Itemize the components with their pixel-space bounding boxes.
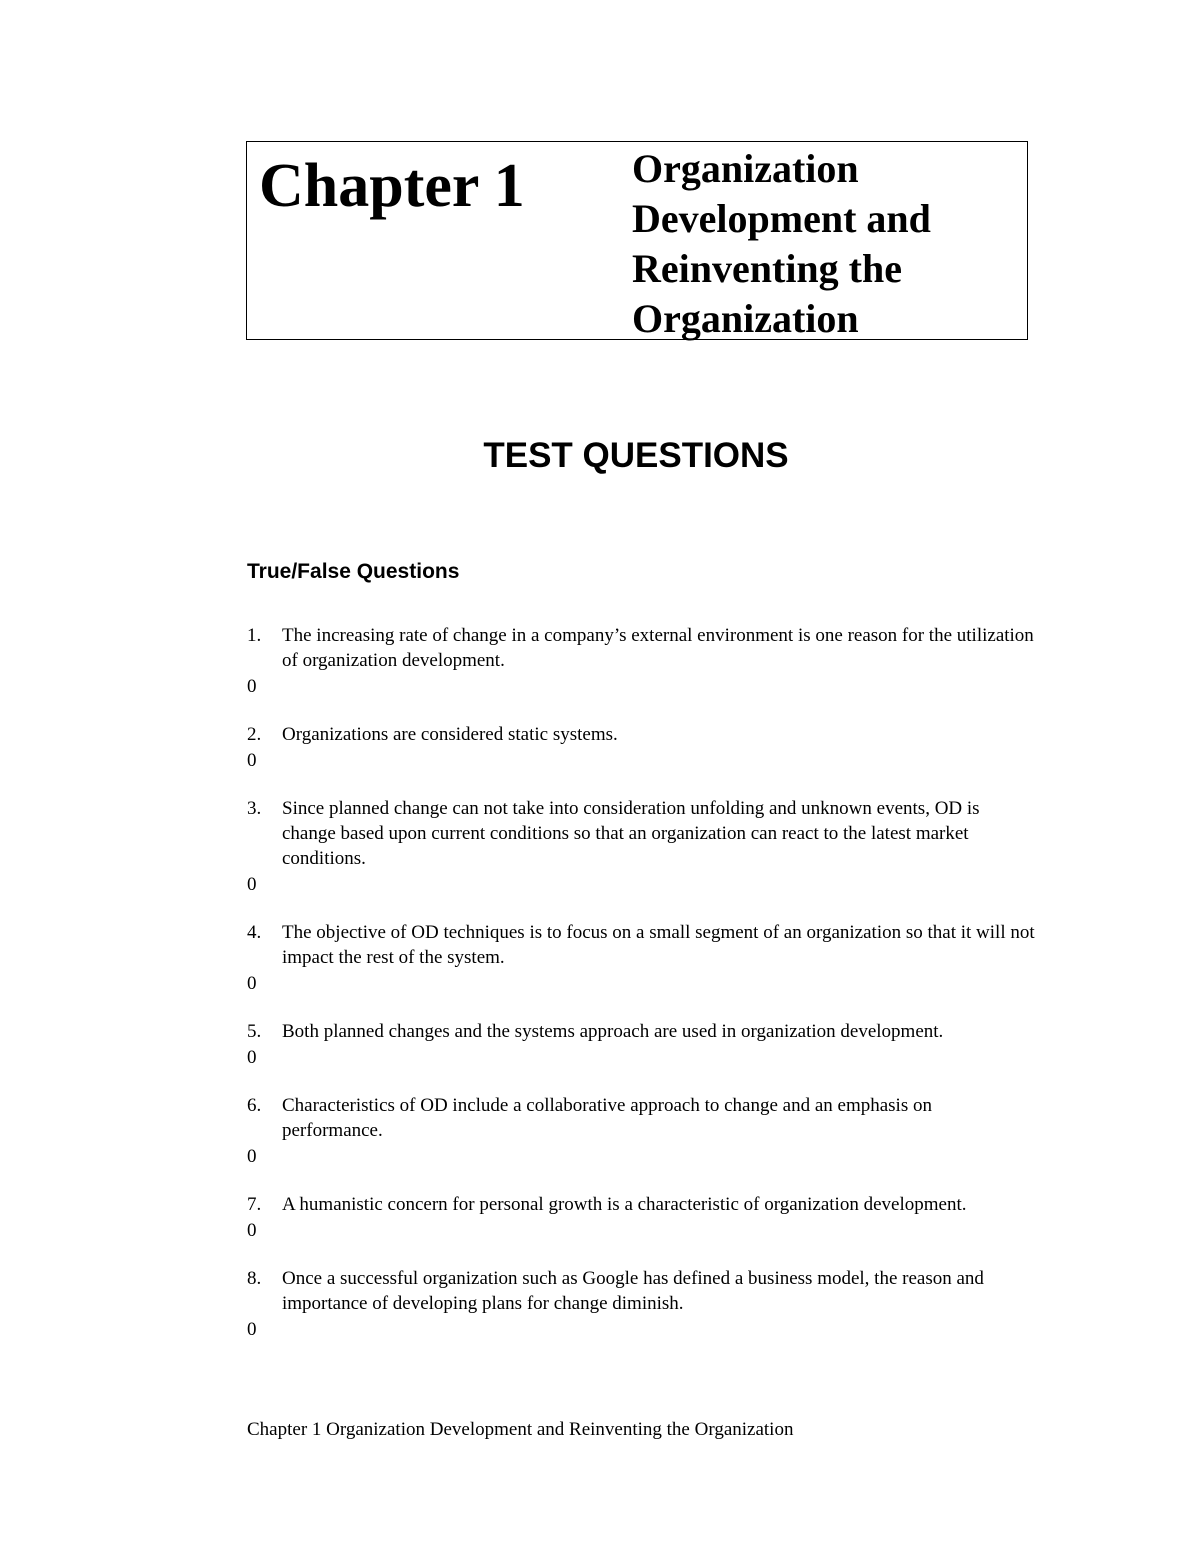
answer-marker: 0: [247, 1146, 257, 1167]
question-number: 3.: [247, 798, 262, 819]
question-text: Both planned changes and the systems approach are used in organization development.: [282, 1021, 944, 1042]
question-number: 2.: [247, 724, 262, 745]
test-questions-heading: TEST QUESTIONS: [483, 436, 789, 475]
question-text: Since planned change can not take into consideration unfolding and unknown events, OD is change based upon current conditions so that an organization can react to the latest market conditions.: [282, 798, 980, 869]
question-item: [247, 722, 1037, 773]
chapter-title: Organization Development and Reinventing the Organization: [632, 146, 931, 341]
question-text: Organizations are considered static systems.: [282, 724, 618, 745]
chapter-label: Chapter 1: [259, 152, 525, 220]
answer-marker: 0: [247, 874, 257, 895]
answer-marker: 0: [247, 676, 257, 697]
page-footer: Chapter 1 Organization Development and Reinventing the Organization: [247, 1419, 794, 1440]
question-item: [247, 1192, 1037, 1243]
question-number: 7.: [247, 1194, 262, 1215]
question-text: The objective of OD techniques is to focus on a small segment of an organization so that it will not impact the rest of the system.: [282, 922, 1035, 968]
answer-marker: 0: [247, 1220, 257, 1241]
question-item: [247, 920, 1037, 996]
question-number: 8.: [247, 1268, 262, 1289]
section-heading-true-false: True/False Questions: [247, 560, 460, 583]
answer-marker: 0: [247, 1319, 257, 1340]
question-item: [247, 623, 1037, 699]
question-text: The increasing rate of change in a company’s external environment is one reason for the utilization of organization development.: [282, 625, 1034, 671]
question-item: [247, 796, 1037, 897]
question-item: [247, 1019, 1037, 1070]
question-number: 5.: [247, 1021, 262, 1042]
answer-marker: 0: [247, 750, 257, 771]
answer-marker: 0: [247, 1047, 257, 1068]
chapter-header-box: [246, 141, 1028, 340]
question-text: Characteristics of OD include a collaborative approach to change and an emphasis on performance.: [282, 1095, 932, 1141]
answer-marker: 0: [247, 973, 257, 994]
question-text: Once a successful organization such as Google has defined a business model, the reason and importance of developing plans for change diminish.: [282, 1268, 984, 1314]
question-number: 4.: [247, 922, 262, 943]
question-text: A humanistic concern for personal growth is a characteristic of organization development.: [282, 1194, 967, 1215]
question-list: [247, 623, 1037, 1365]
question-number: 1.: [247, 625, 262, 646]
question-item: [247, 1266, 1037, 1342]
question-number: 6.: [247, 1095, 262, 1116]
question-item: [247, 1093, 1037, 1169]
